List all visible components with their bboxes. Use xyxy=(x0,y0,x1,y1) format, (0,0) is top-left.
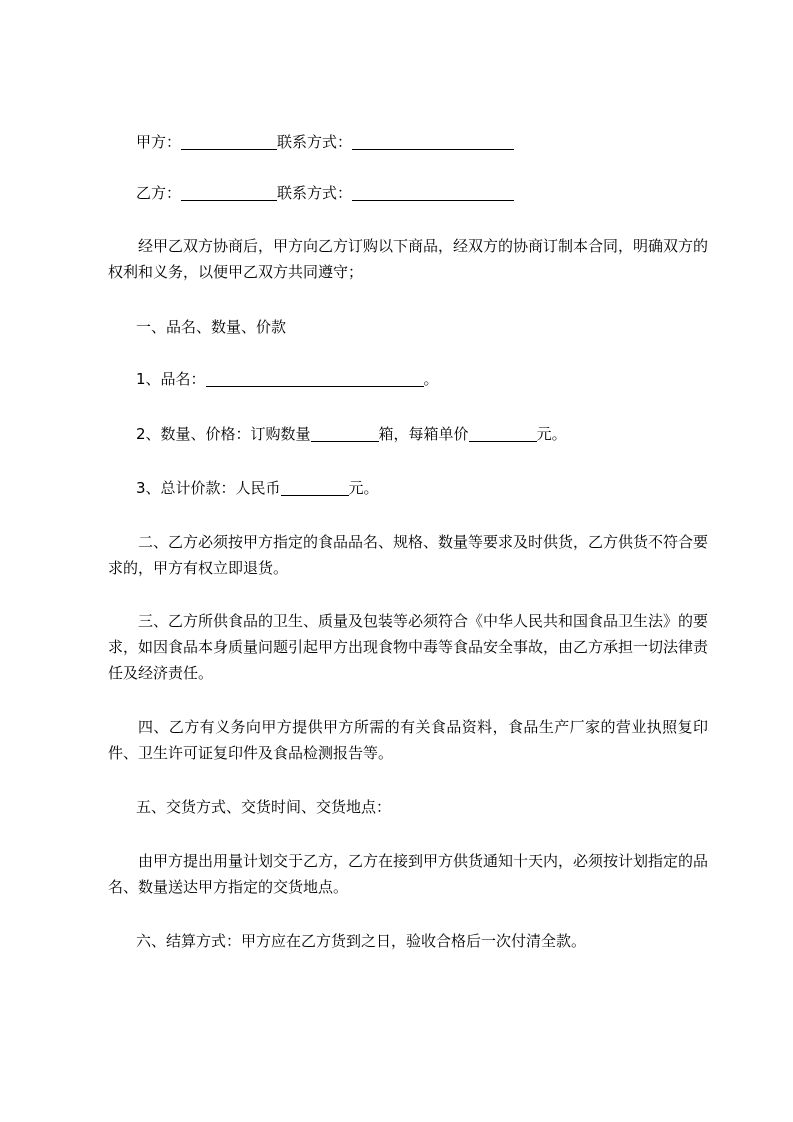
section2-text: 二、乙方必须按甲方指定的食品品名、规格、数量等要求及时供货，乙方供货不符合要求的，甲方有权立即退货。 xyxy=(108,533,709,577)
party-a-contact-label: 联系方式： xyxy=(277,133,353,151)
party-b-label: 乙方： xyxy=(136,184,182,202)
quantity-blank[interactable] xyxy=(311,425,379,442)
item3-end: 元。 xyxy=(348,479,379,497)
item2-line xyxy=(136,421,736,447)
item3-label: 3、总计价款：人民币 xyxy=(136,479,281,497)
section4-text: 四、乙方有义务向甲方提供甲方所需的有关食品资料，食品生产厂家的营业执照复印件、卫生许可证复印件及食品检测报告等。 xyxy=(108,718,708,762)
intro-paragraph xyxy=(108,233,708,285)
item1-line xyxy=(136,366,736,392)
section4-paragraph xyxy=(108,714,708,766)
party-a-contact-blank[interactable] xyxy=(352,133,514,150)
item3-line xyxy=(136,475,736,501)
party-a-label: 甲方： xyxy=(136,133,182,151)
section3-paragraph xyxy=(108,608,708,686)
product-name-blank[interactable] xyxy=(206,370,424,387)
section3-text: 三、乙方所供食品的卫生、质量及包装等必须符合《中华人民共和国食品卫生法》的要求，如因食品本身质量问题引起甲方出现食物中毒等食品安全事故，由乙方承担一切法律责任及经济责任。 xyxy=(108,612,709,682)
item2-label: 2、数量、价格：订购数量 xyxy=(136,425,311,443)
unit-price-blank[interactable] xyxy=(469,425,537,442)
party-a-name-blank[interactable] xyxy=(181,133,277,150)
section5-text: 由甲方提出用量计划交于乙方，乙方在接到甲方供货通知十天内，必须按计划指定的品名、数量送达甲方指定的交货地点。 xyxy=(108,852,709,896)
item2-end: 元。 xyxy=(536,425,567,443)
section1-heading: 一、品名、数量、价款 xyxy=(136,318,287,336)
section5-heading: 五、交货方式、交货时间、交货地点： xyxy=(136,798,392,816)
intro-text: 经甲乙双方协商后，甲方向乙方订购以下商品，经双方的协商订制本合同，明确双方的权利和义务，以便甲乙双方共同遵守； xyxy=(108,237,709,281)
item2-mid: 箱，每箱单价 xyxy=(378,425,469,443)
total-price-blank[interactable] xyxy=(281,479,349,496)
section2-paragraph xyxy=(108,529,708,581)
section5-paragraph xyxy=(108,848,708,900)
party-b-contact-label: 联系方式： xyxy=(277,184,353,202)
party-a-line xyxy=(136,129,736,155)
item1-end: 。 xyxy=(423,370,439,388)
party-b-contact-blank[interactable] xyxy=(352,184,514,201)
section6-line: 六、结算方式：甲方应在乙方货到之日，验收合格后一次付清全款。 xyxy=(136,932,587,950)
party-b-name-blank[interactable] xyxy=(181,184,277,201)
party-b-line xyxy=(136,180,736,206)
item1-label: 1、品名： xyxy=(136,370,206,388)
